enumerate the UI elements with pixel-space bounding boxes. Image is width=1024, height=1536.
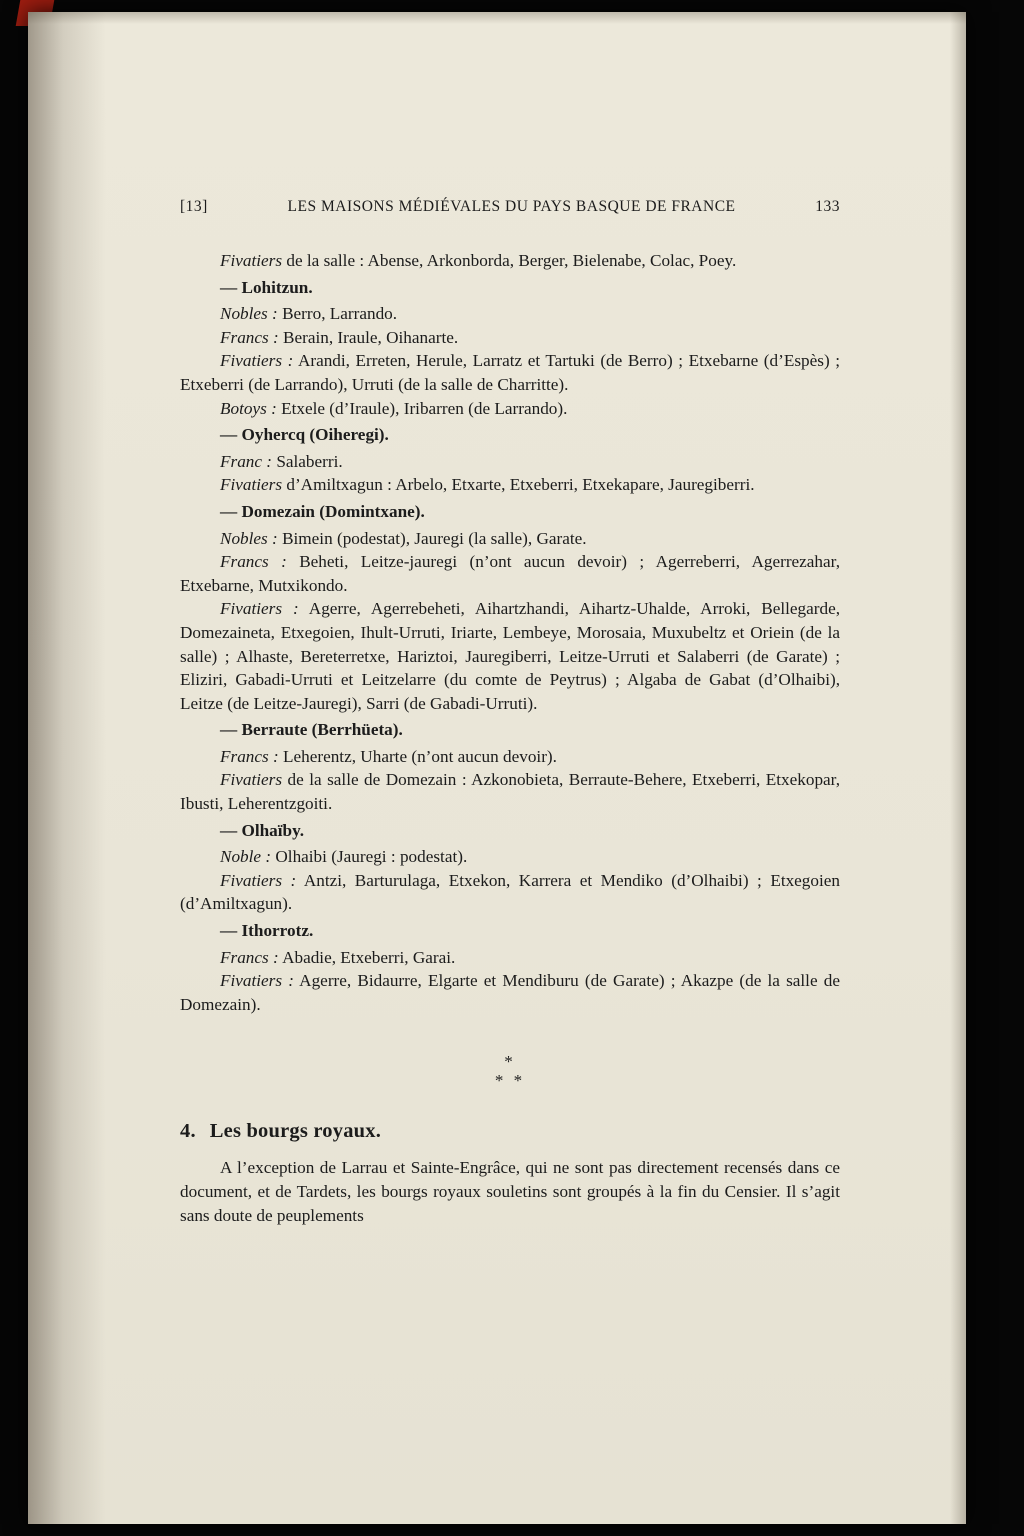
header-page-number: 133: [815, 198, 840, 215]
body-paragraph: Franc : Salaberri.: [220, 451, 343, 471]
asterism-line-1: *: [504, 1052, 516, 1072]
body-subheading: — Oyhercq (Oiheregi).: [220, 425, 389, 445]
body-paragraph: Nobles : Bimein (podestat), Jauregi (la salle), Garate.: [220, 528, 587, 548]
page-body: [180, 249, 840, 1016]
section-title: [180, 1120, 840, 1143]
page-content: [180, 198, 840, 1227]
paragraph-lead-italic: Nobles :: [220, 304, 278, 324]
header-title: LES MAISONS MÉDIÉVALES DU PAYS BASQUE DE FRANCE: [287, 198, 736, 215]
paragraph-lead-italic: Fivatiers :: [220, 971, 294, 991]
body-paragraph: Noble : Olhaibi (Jauregi : podestat).: [220, 847, 468, 867]
body-paragraph: Fivatiers : Antzi, Barturulaga, Etxekon, Karrera et Mendiko (d’Olhaibi) ; Etxegoien (d’Amiltxagun).: [180, 870, 840, 914]
body-paragraph: Francs : Beheti, Leitze-jauregi (n’ont aucun devoir) ; Agerreberri, Agerrezahar, Etxebarne, Mutxikondo.: [180, 552, 840, 595]
page-right-edge-shadow: [950, 12, 966, 1524]
body-paragraph: Francs : Berain, Iraule, Oihanarte.: [220, 327, 459, 347]
section-number: 4.: [180, 1120, 196, 1143]
paragraph-lead-italic: Fivatiers: [220, 251, 283, 270]
paragraph-lead-italic: Fivatiers: [220, 475, 283, 495]
body-paragraph: Francs : Leherentz, Uharte (n’ont aucun devoir).: [220, 746, 557, 766]
book-page: [28, 12, 966, 1524]
paragraph-lead-italic: Francs :: [220, 327, 279, 347]
body-subheading: — Ithorrotz.: [220, 921, 314, 941]
paragraph-lead-italic: Fivatiers :: [220, 351, 294, 371]
body-paragraph: Fivatiers : Arandi, Erreten, Herule, Larratz et Tartuki (de Berro) ; Etxebarne (d’Espès) ; Etxeberri (de Larrando), Urruti (de la salle de Charritte).: [180, 351, 840, 394]
body-paragraph: Nobles : Berro, Larrando.: [220, 304, 398, 324]
section-name: Les bourgs royaux.: [209, 1120, 382, 1143]
header-bracket-number: [13]: [180, 198, 208, 215]
body-paragraph: Fivatiers de la salle : Abense, Arkonborda, Berger, Bielenabe, Colac, Poey.: [220, 251, 737, 270]
running-header: [180, 198, 840, 216]
paragraph-lead-italic: Nobles :: [220, 528, 278, 548]
body-paragraph: Fivatiers : Agerre, Agerrebeheti, Aihartzhandi, Aihartz-Uhalde, Arroki, Bellegarde, Domezaineta, Etxegoien, Ihult-Urruti, Iriarte, Lembeye, Morosaia, Muxubeltz et Oriein (de la salle) ; Alhaste, Bereterretxe, Hariztoi, Jauregiberri, Leitze-Urruti et Salaberri (de Garate) ; Eliziri, Gabadi-Urruti et Leitzelarre (du comte de Peytrus) ; Algaba de Gabat (d’Olhaibi), Leitze (de Leitze-Jauregi), Sarri (de Gabadi-Urruti).: [180, 599, 840, 713]
asterism-line-2: * *: [494, 1071, 526, 1091]
paragraph-lead-italic: Fivatiers :: [220, 599, 299, 619]
body-subheading: — Berraute (Berrhüeta).: [220, 720, 403, 740]
body-paragraph: Botoys : Etxele (d’Iraule), Iribarren (de Larrando).: [220, 398, 568, 418]
body-subheading: — Domezain (Domintxane).: [220, 501, 425, 521]
body-paragraph: Fivatiers : Agerre, Bidaurre, Elgarte et Mendiburu (de Garate) ; Akazpe (de la salle de Domezain).: [180, 971, 840, 1014]
body-paragraph: Francs : Abadie, Etxeberri, Garai.: [220, 947, 456, 967]
body-subheading: — Lohitzun.: [220, 277, 313, 297]
asterism: [180, 1052, 840, 1090]
paragraph-lead-italic: Francs :: [220, 947, 279, 967]
page-top-edge-shadow: [28, 12, 966, 24]
paragraph-lead-italic: Fivatiers :: [220, 870, 297, 890]
paragraph-lead-italic: Noble :: [220, 847, 272, 867]
paragraph-lead-italic: Botoys :: [220, 398, 277, 418]
paragraph-lead-italic: Francs :: [220, 746, 279, 766]
section-paragraph: A l’exception de Larrau et Sainte-Engrâce, qui ne sont pas directement recensés dans ce document, et de Tardets, les bourgs royaux souletins sont groupés à la fin du Censier. Il s’agit sans doute de peuplements: [180, 1158, 840, 1225]
body-paragraph: Fivatiers de la salle de Domezain : Azkonobieta, Berraute-Behere, Etxeberri, Etxekopar, Ibusti, Leherentzgoiti.: [180, 770, 840, 814]
body-paragraph: Fivatiers d’Amiltxagun : Arbelo, Etxarte, Etxeberri, Etxekapare, Jauregiberri.: [220, 475, 755, 495]
body-subheading: — Olhaïby.: [220, 820, 305, 840]
page-gutter-shadow: [28, 12, 106, 1524]
paragraph-lead-italic: Franc :: [220, 451, 273, 471]
paragraph-lead-italic: Francs :: [220, 552, 287, 572]
paragraph-lead-italic: Fivatiers: [220, 770, 283, 790]
